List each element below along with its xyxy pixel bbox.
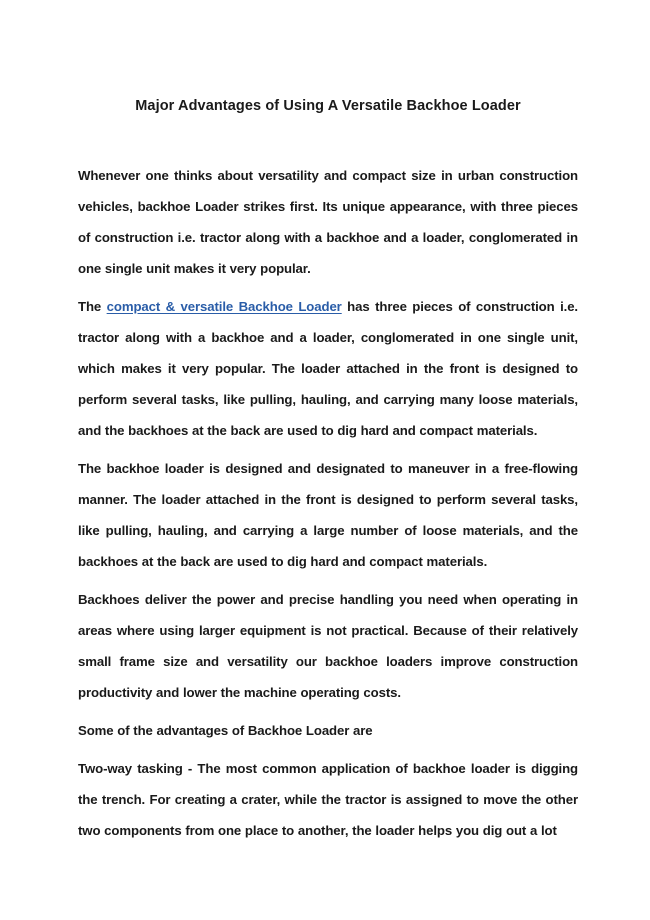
document-content xyxy=(78,96,578,846)
page-title: Major Advantages of Using A Versatile Backhoe Loader xyxy=(135,98,521,114)
paragraph-2-text-after-link: has three pieces of construction i.e. tractor along with a backhoe and a loader, conglomerated in one single unit, which makes it very popular. The loader attached in the front is designed to perform several tasks, like pulling, hauling, and carrying many loose materials, and the backhoes at the back are used to dig hard and compact materials. xyxy=(78,299,578,438)
paragraph-1: Whenever one thinks about versatility and compact size in urban construction vehicles, backhoe Loader strikes first. Its unique appearance, with three pieces of construction i.e. tractor along with a backhoe and a loader, conglomerated in one single unit makes it very popular. xyxy=(78,168,578,276)
paragraph-2 xyxy=(78,291,578,446)
paragraph-4: Backhoes deliver the power and precise handling you need when operating in areas where using larger equipment is not practical. Because of their relatively small frame size and versatility our backhoe loaders improve construction productivity and lower the machine operating costs. xyxy=(78,592,578,700)
paragraph-6-two-way-tasking: Two-way tasking - The most common application of backhoe loader is digging the trench. For creating a crater, while the tractor is assigned to move the other two components from one place to another, the loader helps you dig out a lot xyxy=(78,761,578,838)
paragraph-3: The backhoe loader is designed and designated to maneuver in a free-flowing manner. The loader attached in the front is designed to perform several tasks, like pulling, hauling, and carrying a large number of loose materials, and the backhoes at the back are used to dig hard and compact materials. xyxy=(78,461,578,569)
paragraph-2-text-before-link: The xyxy=(78,299,107,314)
paragraph-5-advantages-intro: Some of the advantages of Backhoe Loader are xyxy=(78,723,373,738)
compact-versatile-backhoe-loader-link[interactable]: compact & versatile Backhoe Loader xyxy=(106,299,342,314)
